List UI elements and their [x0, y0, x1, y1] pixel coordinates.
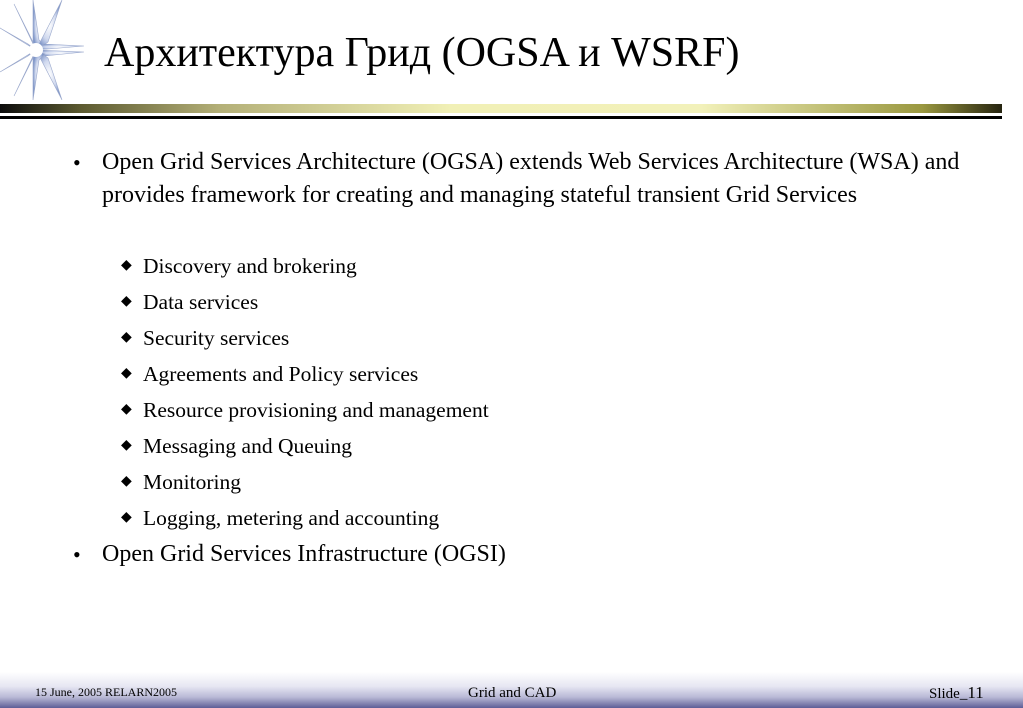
bullet-text: Open Grid Services Infrastructure (OGSI)	[102, 541, 506, 567]
sub-bullet-text: Agreements and Policy services	[143, 362, 419, 386]
bullet-dot-icon: •	[73, 542, 81, 567]
sub-bullet-text: Messaging and Queuing	[143, 434, 352, 458]
diamond-bullet-icon: ◆	[121, 366, 132, 381]
sub-bullet-text: Resource provisioning and management	[143, 398, 489, 422]
diamond-bullet-icon: ◆	[121, 330, 132, 345]
sub-bullet-text: Logging, metering and accounting	[143, 506, 440, 530]
title-rule-line	[0, 116, 1002, 119]
sub-bullet-item	[121, 468, 241, 496]
footer-date-event: 15 June, 2005 RELARN2005	[35, 685, 177, 699]
sub-bullet-item	[121, 432, 352, 460]
bullet-item	[73, 538, 982, 571]
bullet-dot-icon: •	[73, 150, 81, 175]
diamond-bullet-icon: ◆	[121, 402, 132, 417]
sub-bullet-item	[121, 288, 259, 316]
footer-topic: Grid and CAD	[468, 685, 557, 701]
bullet-text: Open Grid Services Architecture (OGSA) extends Web Services Architecture (WSA) and provides framework for creating and managing stateful transient Grid Services	[102, 149, 960, 208]
sub-bullet-item	[121, 324, 290, 352]
sub-bullet-text: Monitoring	[143, 470, 241, 494]
sub-bullet-text: Data services	[143, 290, 259, 314]
sub-bullet-item	[121, 252, 357, 280]
slide-title: Архитектура Грид (OGSA и WSRF)	[104, 30, 740, 76]
diamond-bullet-icon: ◆	[121, 438, 132, 453]
slide-number	[929, 684, 984, 703]
starburst-icon	[0, 0, 84, 100]
sub-bullet-item	[121, 504, 440, 532]
sub-bullet-item	[121, 396, 489, 424]
title-rule-gradient	[0, 104, 1002, 113]
diamond-bullet-icon: ◆	[121, 294, 132, 309]
diamond-bullet-icon: ◆	[121, 474, 132, 489]
diamond-bullet-icon: ◆	[121, 258, 132, 273]
sub-bullet-text: Security services	[143, 326, 290, 350]
diamond-bullet-icon: ◆	[121, 510, 132, 525]
sub-bullet-text: Discovery and brokering	[143, 254, 357, 278]
bullet-item	[73, 146, 982, 212]
slide-number-value: 11	[967, 683, 984, 702]
slide-number-label: Slide_	[929, 686, 968, 702]
sub-bullet-item	[121, 360, 419, 388]
